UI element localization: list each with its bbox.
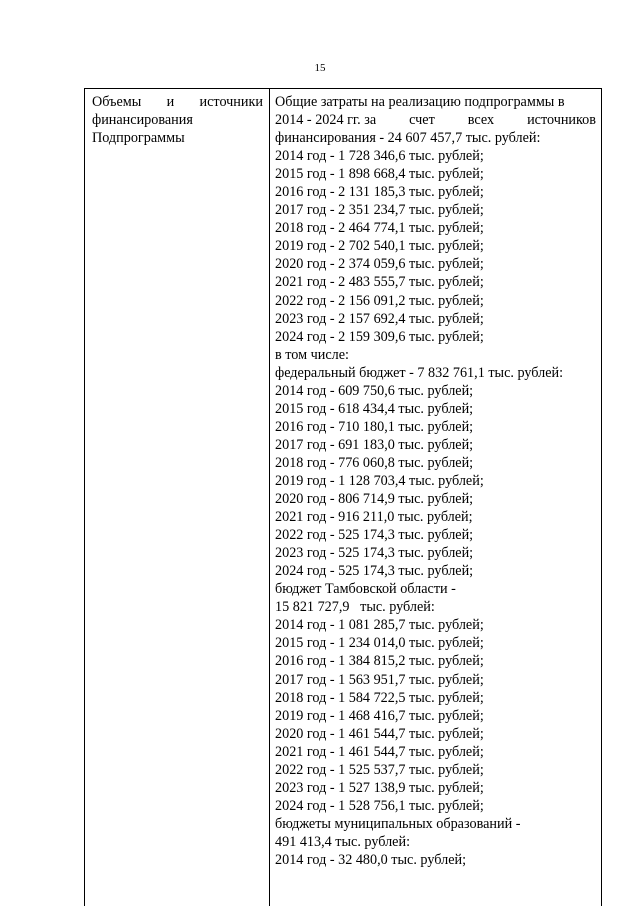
federal-year-line: 2023 год - 525 174,3 тыс. рублей; [275, 545, 474, 562]
federal-header: федеральный бюджет - 7 832 761,1 тыс. рублей: [275, 364, 564, 381]
regional-year-line: 2015 год - 1 234 014,0 тыс. рублей; [275, 635, 484, 652]
header-word: источников [527, 112, 596, 129]
header-line: финансирования - 24 607 457,7 тыс. рублей: [275, 130, 541, 147]
federal-year-line: 2018 год - 776 060,8 тыс. рублей; [275, 454, 474, 471]
regional-year-line: 2019 год - 1 468 416,7 тыс. рублей; [275, 707, 484, 724]
total-year-line: 2016 год - 2 131 185,3 тыс. рублей; [275, 184, 484, 201]
left-cell-line-1 [92, 94, 263, 112]
left-word: и [166, 94, 175, 110]
municipal-header-total: 491 413,4 тыс. рублей: [275, 833, 411, 850]
regional-year-line: 2022 год - 1 525 537,7 тыс. рублей; [275, 761, 484, 778]
federal-year-line: 2022 год - 525 174,3 тыс. рублей; [275, 527, 474, 544]
regional-year-line: 2018 год - 1 584 722,5 тыс. рублей; [275, 689, 484, 706]
header-word: всех [467, 112, 495, 129]
left-cell-line-3: Подпрограммы [92, 129, 185, 146]
municipal-year-line: 2014 год - 32 480,0 тыс. рублей; [275, 851, 467, 868]
column-divider [269, 89, 270, 906]
left-word: источники [199, 94, 263, 110]
financing-table [84, 88, 602, 906]
federal-year-line: 2019 год - 1 128 703,4 тыс. рублей; [275, 472, 484, 489]
total-year-line: 2021 год - 2 483 555,7 тыс. рублей; [275, 274, 484, 291]
left-cell-line-2: финансирования [92, 111, 193, 128]
total-year-line: 2018 год - 2 464 774,1 тыс. рублей; [275, 220, 484, 237]
regional-year-line: 2017 год - 1 563 951,7 тыс. рублей; [275, 671, 484, 688]
total-year-line: 2015 год - 1 898 668,4 тыс. рублей; [275, 166, 484, 183]
right-cell-content [275, 93, 596, 869]
federal-year-line: 2016 год - 710 180,1 тыс. рублей; [275, 418, 474, 435]
total-year-line: 2022 год - 2 156 091,2 тыс. рублей; [275, 292, 484, 309]
including-line: в том числе: [275, 346, 349, 363]
regional-year-line: 2023 год - 1 527 138,9 тыс. рублей; [275, 779, 484, 796]
federal-year-line: 2014 год - 609 750,6 тыс. рублей; [275, 382, 474, 399]
federal-year-line: 2015 год - 618 434,4 тыс. рублей; [275, 400, 474, 417]
header-word: счет [409, 112, 435, 129]
header-line: Общие затраты на реализацию подпрограммы в [275, 94, 565, 110]
total-year-line: 2020 год - 2 374 059,6 тыс. рублей; [275, 256, 484, 273]
federal-year-line: 2020 год - 806 714,9 тыс. рублей; [275, 491, 474, 508]
page-number: 15 [314, 62, 326, 74]
regional-year-line: 2024 год - 1 528 756,1 тыс. рублей; [275, 797, 484, 814]
left-word: Объемы [92, 94, 142, 110]
total-year-line: 2024 год - 2 159 309,6 тыс. рублей; [275, 328, 484, 345]
total-year-line: 2014 год - 1 728 346,6 тыс. рублей; [275, 148, 484, 165]
total-year-line: 2017 год - 2 351 234,7 тыс. рублей; [275, 202, 484, 219]
left-cell-label [92, 94, 263, 148]
header-line-justified [275, 111, 596, 129]
federal-year-line: 2021 год - 916 211,0 тыс. рублей; [275, 509, 473, 526]
regional-year-line: 2014 год - 1 081 285,7 тыс. рублей; [275, 617, 484, 634]
municipal-header: бюджеты муниципальных образований - [275, 815, 521, 832]
regional-header-total: 15 821 727,9 тыс. рублей: [275, 599, 435, 616]
federal-year-line: 2024 год - 525 174,3 тыс. рублей; [275, 563, 474, 580]
regional-year-line: 2021 год - 1 461 544,7 тыс. рублей; [275, 743, 484, 760]
regional-header: бюджет Тамбовской области - [275, 581, 456, 598]
total-year-line: 2023 год - 2 157 692,4 тыс. рублей; [275, 310, 484, 327]
header-word: 2014 - 2024 гг. за [275, 112, 377, 129]
total-year-line: 2019 год - 2 702 540,1 тыс. рублей; [275, 238, 484, 255]
regional-year-line: 2020 год - 1 461 544,7 тыс. рублей; [275, 725, 484, 742]
federal-year-line: 2017 год - 691 183,0 тыс. рублей; [275, 436, 474, 453]
regional-year-line: 2016 год - 1 384 815,2 тыс. рублей; [275, 653, 484, 670]
